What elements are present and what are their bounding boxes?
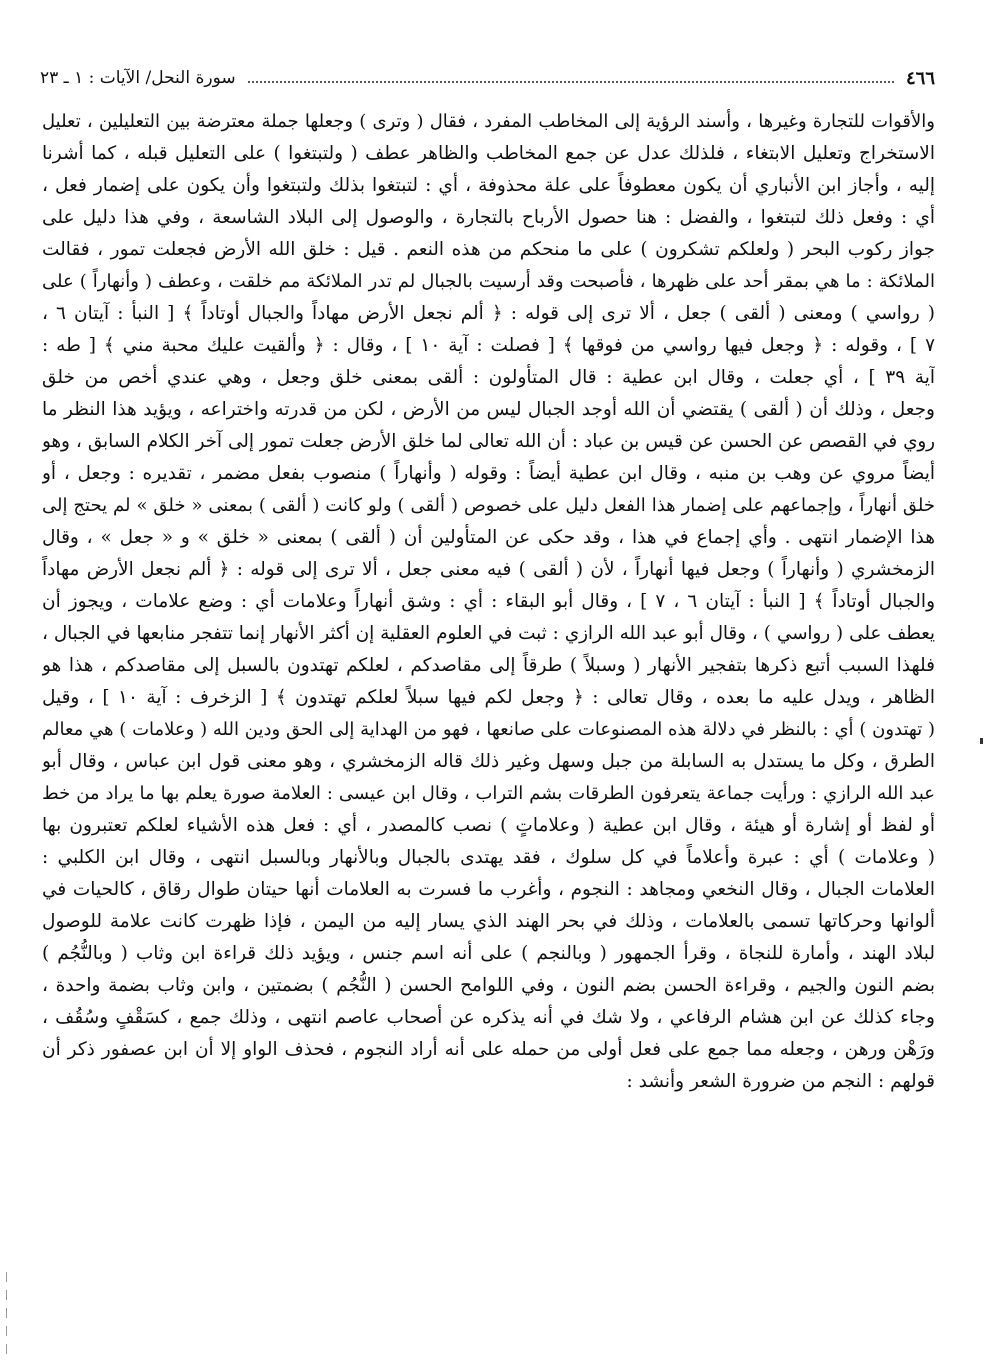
text-line: ٧ ] ، وقوله : ﴿ وجعل فيها رواسي من فوقها ﴾ [ فصلت : آية ١٠ ] ، وقال : ﴿ وألقيت عليك محبة مني ﴾ [ طه : (42, 335, 935, 356)
page-number: ٤٦٦ (905, 67, 935, 89)
text-line: وجعل ، وذلك أن ( ألقى ) يقتضي أن الله أوجد الجبال ليس من الأرض ، لكن من قدرته واختراعه ، ويؤيد هذا النظر ما (42, 399, 935, 420)
text-line: الاستخراج وتعليل الابتغاء ، فلذلك عدل عن جمع المخاطب والظاهر عطف ( ولتبتغوا ) على التعليل قبله ، كما أشرنا (42, 143, 935, 164)
margin-mark (6, 1290, 7, 1300)
text-line: الظاهر ، ويدل عليه ما بعده ، وقال تعالى : ﴿ وجعل لكم فيها سبلاً لعلكم تهتدون ﴾ [ الزخرف : آية ١٠ ] ، وقيل (42, 687, 935, 708)
text-line: إليه ، وأجاز ابن الأنباري أن يكون معطوفاً على علة محذوفة ، أي : لتبتغوا بذلك ولتبتغوا وأن يكون على إضمار فعل ، (42, 175, 935, 196)
text-line: لبلاد الهند ، وأمارة للنجاة ، وقرأ الجمهور ( وبالنجم ) على أنه اسم جنس ، ويؤيد ذلك قراءة ابن وثاب ( وبالنُّجُم ) (42, 943, 935, 964)
text-line: العلامات الجبال ، وقال النخعي ومجاهد : النجوم ، وأغرب ما فسرت به العلامات أنها حيتان طوال رقاق ، كالحيات في (42, 879, 935, 900)
text-line: الزمخشري ( وأنهاراً ) وجعل فيها أنهاراً ، لأن ( ألقى ) فيه معنى جعل ، ألا ترى إلى قوله : ﴿ ألم نجعل الأرض مهاداً (42, 559, 935, 580)
text-line: روي في القصص عن الحسن عن قيس بن عباد : أن الله تعالى لما خلق الأرض جعلت تمور إلى آخر الكلام السابق ، وهو (42, 431, 935, 452)
margin-mark (6, 1326, 7, 1336)
text-line: أو لفظ أو إشارة أو هيئة ، وقال ابن عطية ( وعلاماتٍ ) نصب كالمصدر ، أي : فعل هذه الأشياء لعلكم تعتبرون بها (42, 815, 935, 836)
text-line: ألوانها وحركاتها تسمى بالعلامات ، وذلك في بحر الهند الذي يسار إليه من اليمن ، فإذا ظهرت كانت علامة للوصول (42, 911, 935, 932)
text-line: ( رواسي ) ومعنى ( ألقى ) جعل ، ألا ترى إلى قوله : ﴿ ألم نجعل الأرض مهاداً والجبال أوتاداً ﴾ [ النبأ : آيتان ٦ ، (42, 303, 935, 324)
text-line: الملائكة : ما هي بمقر أحد على ظهرها ، فأصبحت وقد أرسيت بالجبال لم تدر الملائكة مم خلقت ، وعطف ( وأنهاراً ) على (42, 271, 935, 292)
text-line: قولهم : النجم من ضرورة الشعر وأنشد : (626, 1071, 935, 1092)
margin-mark (6, 1308, 7, 1318)
text-line: والأقوات للتجارة وغيرها ، وأسند الرؤية إلى المخاطب المفرد ، فقال ( وترى ) وجعلها جملة معترضة بين التعليلين ، تعليل (42, 111, 935, 132)
text-line: أي : وفعل ذلك لتبتغوا ، والفضل : هنا حصول الأرباح بالتجارة ، والوصول إلى البلاد الشاسعة ، وفي هذا دليل على (42, 207, 935, 228)
margin-mark (6, 1272, 7, 1282)
body-text (42, 106, 935, 1098)
text-line: عبد الله الرازي : ورأيت جماعة يتعرفون الطرقات بشم التراب ، وقال ابن عيسى : العلامة صورة يعلم بها ما يراد من خط (42, 783, 935, 804)
header-title: سورة النحل/ الآيات : ١ ـ ٢٣ (40, 68, 236, 88)
text-line: آية ٣٩ ] ، أي جعلت ، وقال ابن عطية : قال المتأولون : ألقى بمعنى خلق وجعل ، وهي عندي أخص من خلق (42, 367, 935, 388)
text-line: هذا الإضمار انتهى . وأي إجماع في هذا ، وقد حكى عن المتأولين أن ( ألقى ) بمعنى « خلق » و « جعل » ، وقال (42, 527, 935, 548)
text-line: بضم النون والجيم ، وقراءة الحسن بضم النون ، وفي اللوامح الحسن ( النُّجُم ) بضمتين ، وابن وثاب بضمة واحدة ، (42, 975, 935, 996)
margin-mark (980, 738, 983, 744)
text-line: خلق أنهاراً ، وإجماعهم على إضمار هذا الفعل دليل على خصوص ( ألقى ) ولو كانت ( ألقى ) بمعنى « خلق » لم يحتج إلى (42, 495, 935, 516)
text-line: جواز ركوب البحر ( ولعلكم تشكرون ) على ما منحكم من هذه النعم . قيل : خلق الله الأرض فجعلت تمور ، فقالت (42, 239, 935, 260)
text-line: أيضاً مروي عن وهب بن منبه ، وقال ابن عطية أيضاً : وقوله ( وأنهاراً ) منصوب بفعل مضمر ، تقديره : وجعل ، أو (42, 463, 935, 484)
text-line: والجبال أوتاداً ﴾ [ النبأ : آيتان ٦ ، ٧ ] ، وقال أبو البقاء : أي : وشق أنهاراً وعلامات أي : وضع علامات ، ويجوز أن (42, 591, 935, 612)
margin-mark (6, 1344, 7, 1354)
header-dot-leader (248, 81, 894, 83)
running-header (40, 64, 935, 92)
text-line: وجاء كذلك عن ابن هشام الرفاعي ، ولا شك في أنه يذكره عن أصحاب عاصم انتهى ، وذلك جمع ، كسَقْفٍ وسُقُف ، (42, 1007, 935, 1028)
text-line: الطرق ، وكل ما يستدل به السابلة من جبل وسهل وغير ذلك قاله الزمخشري ، وهو معنى قول ابن عباس ، وقال أبو (42, 751, 935, 772)
text-line: فلهذا السبب أتبع ذكرها بتفجير الأنهار ( وسبلاً ) طرقاً إلى مقاصدكم ، لعلكم تهتدون بالسبل إلى مقاصدكم ، هذا هو (42, 655, 935, 676)
text-line: ورَهْن ورهن ، وجعله مما جمع على فعل أولى من حمله على أنه أراد النجوم ، فحذف الواو إلا أن ابن عصفور ذكر أن (42, 1039, 935, 1060)
text-line: ( تهتدون ) أي : بالنظر في دلالة هذه المصنوعات على صانعها ، فهو من الهداية إلى الحق ودين الله ( وعلامات ) هي معالم (42, 719, 935, 740)
text-line: ( وعلامات ) أي : عبرة وأعلاماً في كل سلوك ، فقد يهتدى بالجبال وبالأنهار وبالسبل انتهى ، وقال ابن الكلبي : (42, 847, 935, 868)
text-line: يعطف على ( رواسي ) ، وقال أبو عبد الله الرازي : ثبت في العلوم العقلية إن أكثر الأنهار إنما تتفجر منابعها في الجبال ، (42, 623, 935, 644)
